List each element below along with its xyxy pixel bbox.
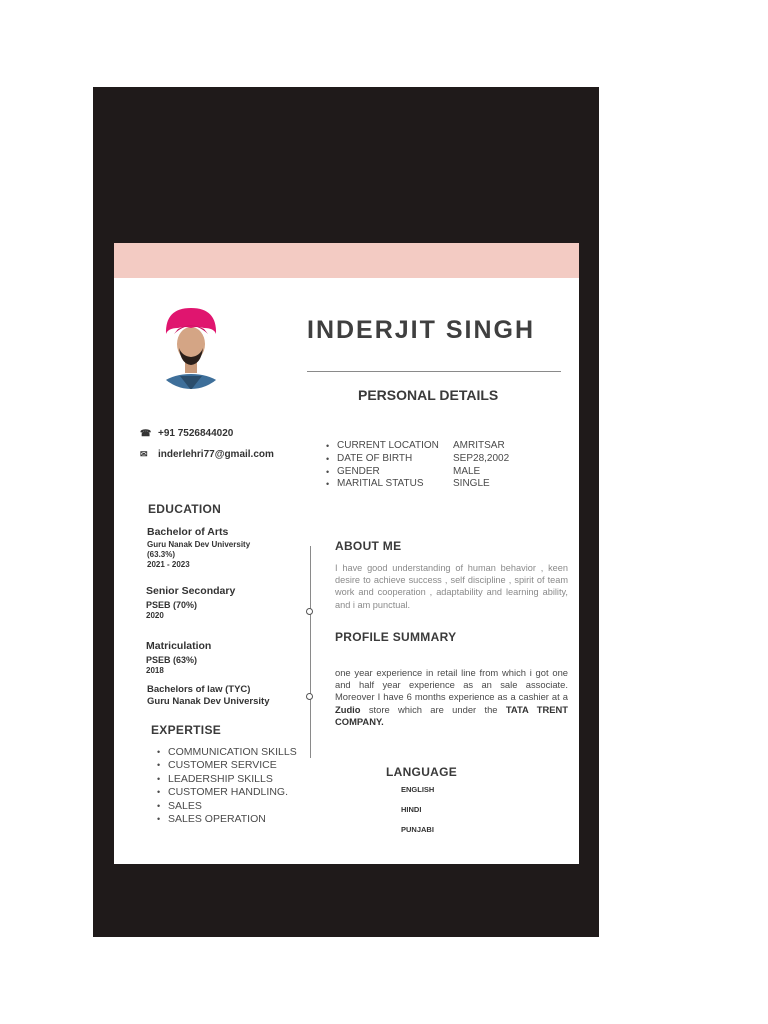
email-text: inderlehri77@gmail.com (158, 449, 274, 460)
language-item: HINDI (401, 805, 422, 814)
education-title: Senior Secondary (146, 585, 236, 597)
expertise-item: • LEADERSHIP SKILLS (157, 773, 297, 786)
education-line: 2021 - 2023 (147, 560, 190, 569)
header-band (114, 243, 579, 278)
language-item: PUNJABI (401, 825, 434, 834)
phone-icon: ☎ (140, 428, 152, 438)
detail-value: SEP28,2002 (453, 452, 510, 464)
education-line: PSEB (70%) (146, 600, 198, 610)
education-line: PSEB (63%) (146, 655, 198, 665)
envelope-icon: ✉ (140, 449, 148, 459)
education-title: Bachelor of Arts (147, 526, 229, 538)
expertise-item: • SALES OPERATION (157, 813, 297, 826)
detail-label: GENDER (337, 465, 380, 477)
language-heading: LANGUAGE (386, 765, 458, 779)
expertise-item: • CUSTOMER SERVICE (157, 759, 297, 772)
education-line: Guru Nanak Dev University (147, 696, 270, 707)
personal-detail-row: • DATE OF BIRTH SEP28,2002 (326, 452, 510, 464)
education-entry (146, 640, 211, 676)
language-item: ENGLISH (401, 785, 435, 794)
personal-detail-row: • MARITIAL STATUS SINGLE (326, 478, 490, 490)
expertise-heading: EXPERTISE (151, 723, 222, 737)
expertise-item: • SALES (157, 800, 297, 813)
profile-photo (152, 304, 230, 396)
detail-label: CURRENT LOCATION (337, 440, 439, 451)
personal-details-list (326, 440, 509, 491)
summary-text-part: one year experience in retail line from which i got one and half year experience as an sale associate. Moreover I have 6 months experience as a cashier at a (335, 667, 568, 703)
profile-summary-text (335, 667, 568, 728)
personal-details-heading: PERSONAL DETAILS (358, 387, 499, 403)
profile-summary-heading: PROFILE SUMMARY (335, 630, 457, 644)
education-entry (147, 684, 270, 707)
education-entry (147, 526, 250, 570)
education-heading: EDUCATION (148, 502, 222, 516)
expertise-list (157, 746, 297, 826)
contact-email (140, 449, 274, 460)
detail-label: DATE OF BIRTH (337, 452, 413, 464)
phone-text: +91 7526844020 (158, 428, 234, 439)
candidate-name: INDERJIT SINGH (307, 316, 536, 344)
expertise-item: • CUSTOMER HANDLING. (157, 786, 297, 799)
name-divider (307, 371, 561, 372)
detail-value: SINGLE (453, 478, 490, 490)
personal-detail-row: • CURRENT LOCATION AMRITSAR (326, 440, 505, 451)
divider-node (306, 693, 313, 700)
personal-detail-row: • GENDER MALE (326, 465, 481, 477)
expertise-item: • COMMUNICATION SKILLS (157, 746, 297, 759)
education-line: Guru Nanak Dev University (147, 540, 251, 549)
summary-brand: Zudio (335, 703, 361, 715)
detail-label: MARITIAL STATUS (337, 478, 424, 490)
about-text: I have good understanding of human behavior , keen desire to achieve success , self discipline , spirit of team work and cooperation , adaptability and learning ability, and i am punctual. (335, 563, 568, 610)
education-entry (146, 585, 235, 621)
detail-value: MALE (453, 465, 481, 477)
divider-node (306, 608, 313, 615)
summary-text-part: store which are under the (360, 703, 506, 715)
education-title: Matriculation (146, 640, 212, 652)
contact-phone (140, 428, 233, 439)
about-heading: ABOUT ME (335, 539, 402, 553)
education-title: Bachelors of law (TYC) (147, 684, 251, 695)
column-divider (310, 546, 311, 758)
summary-company: TATA TRENT COMPANY. (335, 703, 568, 727)
education-line: 2020 (146, 611, 164, 620)
education-line: 2018 (146, 666, 164, 675)
detail-value: AMRITSAR (453, 440, 505, 451)
education-line: (63.3%) (147, 550, 176, 559)
